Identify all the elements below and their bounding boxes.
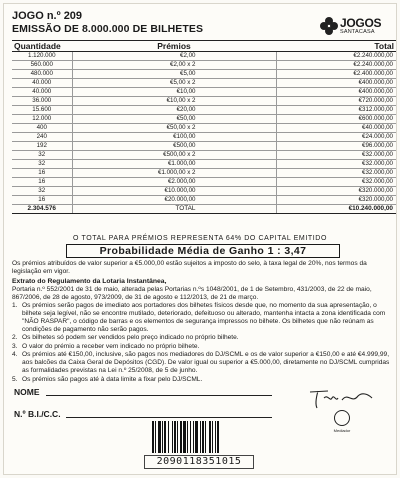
quantity-cell: 12.000	[12, 115, 72, 124]
total-cell: €2.240.000,00	[276, 52, 396, 61]
quantity-cell: 36.000	[12, 97, 72, 106]
rule-number: 2.	[12, 334, 18, 342]
column-header-quantity: Quantidade	[12, 41, 72, 52]
rule-text: Os bilhetes só podem ser vendidos pelo preço indicado no próprio bilhete.	[22, 334, 239, 342]
prize-row	[12, 160, 396, 169]
total-quantity-cell: 2.304.576	[12, 205, 72, 214]
win-probability: Probabilidade Média de Ganho 1 : 3,47	[66, 244, 340, 258]
quantity-cell: 16	[12, 196, 72, 205]
game-number: JOGO n.º 209	[12, 10, 83, 22]
regulation-rule	[12, 343, 396, 351]
mediator-stamp-icon	[334, 410, 350, 426]
barcode	[150, 421, 246, 453]
prize-cell: €1.000,00	[72, 160, 276, 169]
jogos-santacasa-logo	[320, 14, 384, 42]
total-cell: €320.000,00	[276, 196, 396, 205]
id-field-line[interactable]	[66, 417, 272, 418]
prize-cell: €50,00	[72, 115, 276, 124]
regulation-rule	[12, 351, 396, 375]
quantity-cell: 15.600	[12, 106, 72, 115]
regulation-title: Extrato do Regulamento da Lotaria Instantânea,	[12, 278, 167, 285]
prize-cell: €2.000,00	[72, 178, 276, 187]
emission-title: EMISSÃO DE 8.000.000 DE BILHETES	[12, 23, 204, 35]
prize-cell: €50,00 x 2	[72, 124, 276, 133]
lottery-ticket-back	[3, 3, 397, 475]
quantity-cell: 32	[12, 160, 72, 169]
total-cell: €2.400.000,00	[276, 70, 396, 79]
total-cell: €32.000,00	[276, 151, 396, 160]
total-cell: €96.000,00	[276, 142, 396, 151]
total-cell: €40.000,00	[276, 124, 396, 133]
rule-text: O valor do prémio a receber vem indicado no próprio bilhete.	[22, 342, 200, 350]
prize-row	[12, 97, 396, 106]
total-cell: €320.000,00	[276, 187, 396, 196]
logo-brand: JOGOS	[340, 16, 382, 30]
quantity-cell: 480.000	[12, 70, 72, 79]
rule-text: Os prémios serão pagos de imediato aos portadores dos bilhetes físicos desde que, no momento da sua apresentação, o bilhete seja legível, não se encontre mutilado, deteriorado, defeituoso ou alterado, mantenha intacta a zona identificada com "NÃO RASPAR", o código de barras e os elementos de segurança impressos no bilhete. Os bilhetes que não reúnam as condições de pagamento não serão pagos.	[22, 302, 386, 333]
quantity-cell: 40.000	[12, 79, 72, 88]
prize-row	[12, 115, 396, 124]
prize-row	[12, 106, 396, 115]
clover-icon	[320, 17, 338, 35]
prize-cell: €5,00 x 2	[72, 79, 276, 88]
rule-text: Os prémios até €150,00, inclusive, são pagos nos mediadores do DJ/SCML e os de valor superior a €150,00 e até €4.999,99, aos balcões da Caixa Geral de Depósitos (CGD). De valor igual ou superior a €5.000,00, diretamente no DJ/SCML cumpridas as formalidades previstas na Lei n.º 25/2008, de 5 de junho.	[22, 351, 390, 375]
regulation-text: Portaria n.º 552/2001 de 31 de maio, alterada pelas Portarias n.ºs 1048/2001, de 1 de Setembro, 431/2003, de 22 de maio, 867/2006, de 28 de agosto, 973/2009, de 31 de agosto e 112/2013, de 21 de março.	[12, 286, 372, 301]
total-cell: €600.000,00	[276, 115, 396, 124]
quantity-cell: 16	[12, 169, 72, 178]
quantity-cell: 32	[12, 187, 72, 196]
rule-number: 4.	[12, 351, 18, 359]
total-cell: €400.000,00	[276, 88, 396, 97]
prize-percentage-note: O TOTAL PARA PRÉMIOS REPRESENTA 64% DO CAPITAL EMITIDO	[73, 235, 327, 242]
column-header-total: Total	[276, 41, 396, 52]
total-cell: €720.000,00	[276, 97, 396, 106]
prize-cell: €5,00	[72, 70, 276, 79]
prize-total-row	[12, 205, 396, 214]
mediator-stamp-label: Mediador	[333, 428, 351, 433]
id-label: N.º B.I./C.C.	[14, 409, 61, 419]
prize-row	[12, 133, 396, 142]
prize-row	[12, 124, 396, 133]
prize-cell: €10,00	[72, 88, 276, 97]
grand-total-cell: €10.240.000,00	[276, 205, 396, 214]
signature-graphic	[306, 384, 386, 410]
quantity-cell: 400	[12, 124, 72, 133]
total-cell: €2.240.000,00	[276, 61, 396, 70]
prize-row	[12, 187, 396, 196]
quantity-cell: 32	[12, 151, 72, 160]
rule-number: 1.	[12, 302, 18, 309]
prize-row	[12, 70, 396, 79]
prize-table-header	[12, 41, 396, 52]
quantity-cell: 1.120.000	[12, 52, 72, 61]
regulation-rule	[12, 302, 396, 334]
prize-row	[12, 88, 396, 97]
name-field-line[interactable]	[46, 395, 272, 396]
logo-subtitle: SANTACASA	[340, 29, 375, 35]
prize-cell: €20,00	[72, 106, 276, 115]
name-label: NOME	[14, 387, 40, 397]
prize-cell: €2,00 x 2	[72, 61, 276, 70]
rule-number: 3.	[12, 342, 18, 350]
prize-row	[12, 196, 396, 205]
barcode-number: 2090118351015	[144, 455, 254, 469]
prize-cell: €500,00	[72, 142, 276, 151]
prize-row	[12, 79, 396, 88]
total-cell: €32.000,00	[276, 169, 396, 178]
regulation-rule	[12, 334, 396, 342]
quantity-cell: 240	[12, 133, 72, 142]
prize-row	[12, 151, 396, 160]
prize-row	[12, 169, 396, 178]
prize-cell: €2,00	[72, 52, 276, 61]
prize-cell: €20.000,00	[72, 196, 276, 205]
total-cell: €24.000,00	[276, 133, 396, 142]
rule-number: 5.	[12, 375, 18, 383]
prize-cell: €10,00 x 2	[72, 97, 276, 106]
prize-row	[12, 142, 396, 151]
rule-text: Os prémios são pagos até à data limite a fixar pelo DJ/SCML.	[22, 375, 203, 383]
regulation-rules	[12, 302, 396, 384]
prize-cell: €10.000,00	[72, 187, 276, 196]
prize-row	[12, 52, 396, 61]
prize-row	[12, 178, 396, 187]
total-cell: €32.000,00	[276, 160, 396, 169]
quantity-cell: 40.000	[12, 88, 72, 97]
regulation-rule	[12, 376, 396, 384]
total-cell: €400.000,00	[276, 79, 396, 88]
prize-table	[12, 40, 396, 214]
quantity-cell: 560.000	[12, 61, 72, 70]
prize-cell: €500,00 x 2	[72, 151, 276, 160]
tax-note: Os prémios atribuídos de valor superior a €5.000,00 estão sujeitos a imposto do selo, à taxa legal de 20%, nos termos da legislação em vigor.	[12, 260, 367, 275]
total-cell: €32.000,00	[276, 178, 396, 187]
prize-cell: €100,00	[72, 133, 276, 142]
quantity-cell: 16	[12, 178, 72, 187]
quantity-cell: 192	[12, 142, 72, 151]
ticket-header	[12, 10, 388, 44]
total-label-cell: TOTAL	[72, 205, 276, 214]
total-cell: €312.000,00	[276, 106, 396, 115]
column-header-prizes: Prémios	[72, 41, 276, 52]
prize-cell: €1.000,00 x 2	[72, 169, 276, 178]
prize-row	[12, 61, 396, 70]
